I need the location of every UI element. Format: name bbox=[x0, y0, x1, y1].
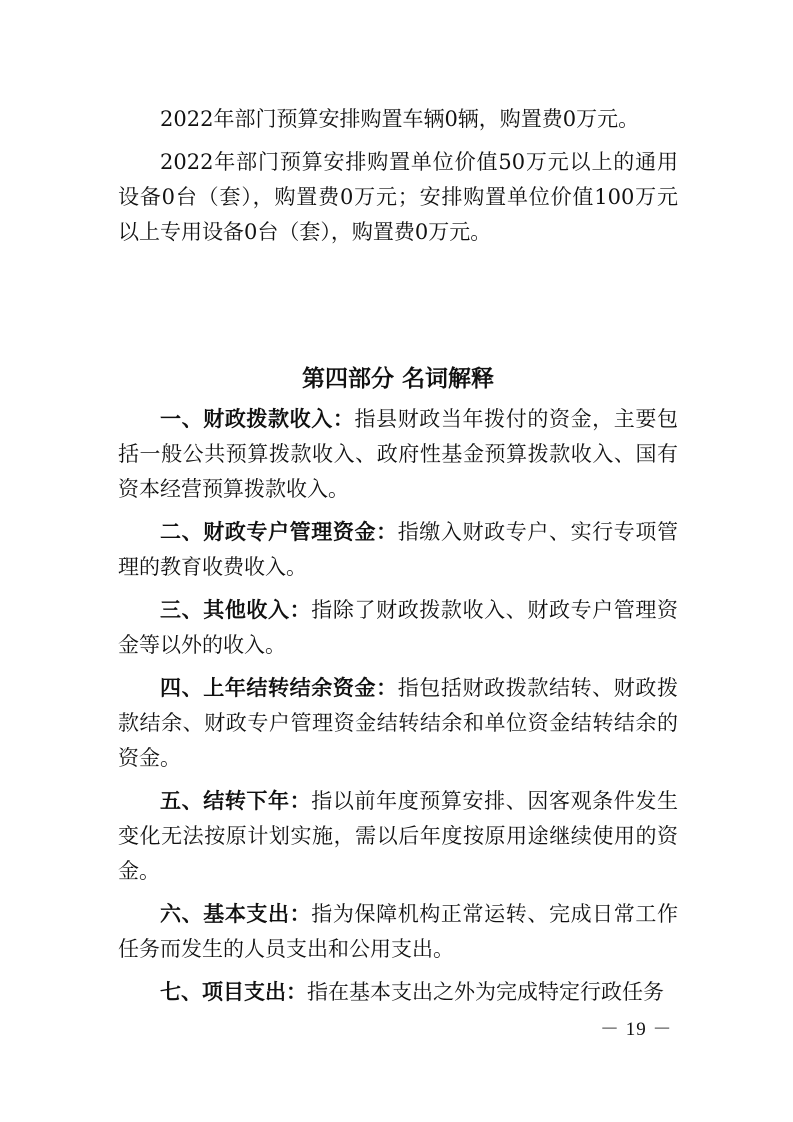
definition-item bbox=[118, 897, 678, 967]
definition-term: 五、结转下年： bbox=[160, 789, 312, 813]
definition-term: 四、上年结转结余资金： bbox=[160, 676, 398, 700]
definition-text: 指包括财政拨款结转、财政拨款结余、财政专户管理资金结转结余和单位资金结转结余的资金。 bbox=[118, 676, 679, 770]
definition-text: 指为保障机构正常运转、完成日常工作任务而发生的人员支出和公用支出。 bbox=[118, 902, 679, 961]
definition-term: 七、项目支出： bbox=[160, 980, 307, 1004]
intro-section bbox=[118, 102, 678, 250]
vehicle-purchase-paragraph: 2022年部门预算安排购置车辆0辆，购置费0万元。 bbox=[160, 107, 640, 131]
definition-item bbox=[118, 402, 678, 507]
page-number: － 19 － bbox=[600, 1019, 673, 1040]
definition-text: 指在基本支出之外为完成特定行政任务 bbox=[307, 980, 664, 1004]
definition-item bbox=[118, 671, 678, 776]
definition-item bbox=[118, 515, 678, 585]
definition-item bbox=[118, 593, 678, 663]
definition-text: 指除了财政拨款收入、财政专户管理资金等以外的收入。 bbox=[118, 598, 679, 657]
definition-text: 指县财政当年拨付的资金，主要包括一般公共预算拨款收入、政府性基金预算拨款收入、国有资本经营预算拨款收入。 bbox=[118, 407, 679, 501]
definition-term: 三、其他收入： bbox=[160, 598, 312, 622]
definition-item bbox=[118, 975, 678, 1010]
definition-text: 指以前年度预算安排、因客观条件发生变化无法按原计划实施，需以后年度按原用途继续使用的资金。 bbox=[118, 789, 679, 883]
section-title: 第四部分 名词解释 bbox=[301, 366, 494, 392]
definition-term: 一、财政拨款收入： bbox=[160, 407, 355, 431]
definition-term: 二、财政专户管理资金： bbox=[160, 520, 398, 544]
definition-term: 六、基本支出： bbox=[160, 902, 312, 926]
definition-item bbox=[118, 784, 678, 889]
definitions-list bbox=[118, 402, 678, 1010]
equipment-purchase-paragraph: 2022年部门预算安排购置单位价值50万元以上的通用设备0台（套），购置费0万元；安排购置单位价值100万元以上专用设备0台（套），购置费0万元。 bbox=[118, 150, 678, 244]
definition-text: 指缴入财政专户、实行专项管理的教育收费收入。 bbox=[118, 520, 679, 579]
